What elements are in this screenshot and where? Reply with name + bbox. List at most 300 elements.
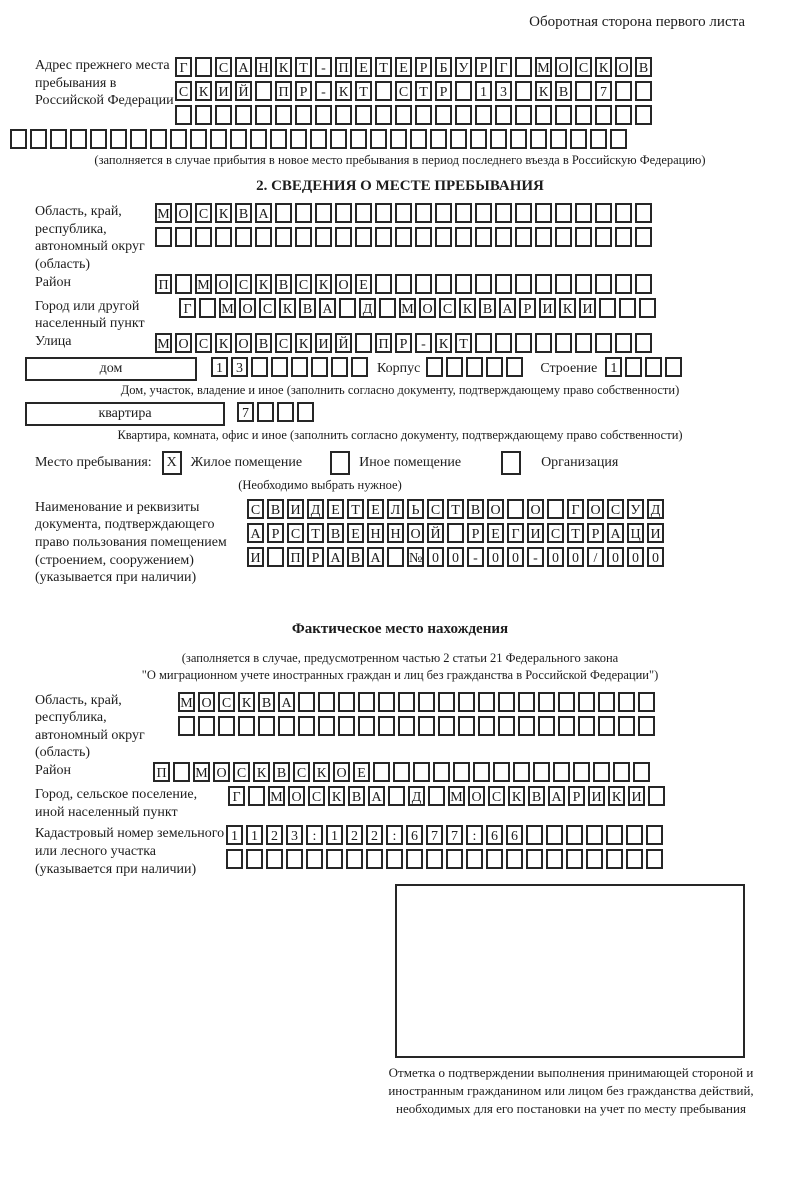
char-cell: [375, 203, 392, 223]
char-cell: [538, 716, 555, 736]
stroenie-label: Строение: [540, 360, 598, 376]
char-cell: [235, 227, 252, 247]
char-cell: [50, 129, 67, 149]
char-cell: [255, 227, 272, 247]
char-cell: [555, 227, 572, 247]
char-cell: [398, 716, 415, 736]
char-cell: [390, 129, 407, 149]
char-cell: Т: [295, 57, 312, 77]
place-type-label: Место пребывания:: [35, 454, 152, 470]
char-row-document-1: [247, 499, 667, 519]
char-cell: [507, 499, 524, 519]
char-cell: [515, 333, 532, 353]
char-cell: [475, 105, 492, 125]
char-cell: [297, 402, 314, 422]
char-cell: [495, 274, 512, 294]
char-cell: [386, 849, 403, 869]
char-cell: [358, 692, 375, 712]
char-cell: [331, 357, 348, 377]
char-cell: И: [215, 81, 232, 101]
char-cell: 0: [547, 547, 564, 567]
char-cell: Р: [267, 523, 284, 543]
char-row-fact-region-1: [178, 692, 658, 712]
char-cell: [370, 129, 387, 149]
flat-type-box: квартира: [25, 402, 225, 426]
char-cell: О: [419, 298, 436, 318]
char-cell: [555, 203, 572, 223]
char-cell: 0: [627, 547, 644, 567]
char-cell: 1: [605, 357, 622, 377]
char-cell: Т: [415, 81, 432, 101]
char-cell: [626, 825, 643, 845]
char-cell: [575, 203, 592, 223]
char-cell: П: [335, 57, 352, 77]
char-cell: 6: [506, 825, 523, 845]
prev-address-label: Адрес прежнего места пребывания в Российской Федерации: [35, 58, 174, 109]
char-cell: 0: [447, 547, 464, 567]
char-cell: [426, 357, 443, 377]
char-cell: А: [368, 786, 385, 806]
fact-district-label: Район: [35, 763, 71, 778]
char-cell: В: [267, 499, 284, 519]
char-cell: Е: [355, 57, 372, 77]
char-cell: Д: [408, 786, 425, 806]
char-cell: [535, 203, 552, 223]
char-row-prev-address-1: [175, 57, 655, 77]
char-cell: [271, 357, 288, 377]
char-cell: К: [595, 57, 612, 77]
char-cell: [515, 227, 532, 247]
korpus-label: Корпус: [377, 360, 421, 376]
char-cell: [595, 203, 612, 223]
char-row-document-2: [247, 523, 667, 543]
char-cell: [646, 825, 663, 845]
char-cell: [175, 105, 192, 125]
char-cell: Р: [519, 298, 536, 318]
char-cell: [295, 203, 312, 223]
char-cell: 6: [406, 825, 423, 845]
char-cell: К: [215, 333, 232, 353]
checkbox-residential: X: [162, 451, 182, 475]
char-cell: [598, 716, 615, 736]
char-cell: [318, 716, 335, 736]
char-cell: [515, 274, 532, 294]
char-cell: [575, 227, 592, 247]
confirmation-stamp-note: Отметка о подтверждении выполнения принимающей стороной и иностранным гражданином или лицом без гражданства действий, необходимых для его постановки на учет по месту пребывания: [388, 1065, 754, 1116]
char-cell: [606, 849, 623, 869]
stay-city-label: Город или другой населенный пункт: [35, 298, 145, 332]
char-cell: [495, 203, 512, 223]
char-cell: [575, 333, 592, 353]
char-cell: :: [466, 825, 483, 845]
char-cell: [515, 203, 532, 223]
char-cell: 7: [446, 825, 463, 845]
char-cell: [311, 357, 328, 377]
char-cell: [410, 129, 427, 149]
char-cell: М: [195, 274, 212, 294]
char-cell: Й: [427, 523, 444, 543]
char-cell: [395, 203, 412, 223]
confirmation-stamp-box: [395, 884, 745, 1058]
char-cell: [639, 298, 656, 318]
char-cell: [418, 716, 435, 736]
char-cell: Р: [415, 57, 432, 77]
char-cell: [373, 762, 390, 782]
char-cell: [455, 203, 472, 223]
char-cell: [506, 357, 523, 377]
char-cell: В: [479, 298, 496, 318]
char-cell: [555, 105, 572, 125]
page-side-note: Оборотная сторона первого листа: [529, 14, 745, 30]
option-other-premises-label: Иное помещение: [359, 454, 462, 470]
char-cell: [566, 825, 583, 845]
char-cell: О: [213, 762, 230, 782]
char-cell: С: [547, 523, 564, 543]
char-row-cadastre-1: [226, 825, 666, 845]
char-cell: Н: [255, 57, 272, 77]
char-cell: Е: [487, 523, 504, 543]
place-type-caption: (Необходимо выбрать нужное): [238, 477, 402, 492]
char-cell: 1: [226, 825, 243, 845]
char-cell: С: [439, 298, 456, 318]
char-cell: [575, 274, 592, 294]
char-cell: В: [258, 692, 275, 712]
char-cell: С: [195, 333, 212, 353]
char-cell: [458, 692, 475, 712]
char-cell: В: [255, 333, 272, 353]
char-cell: К: [315, 274, 332, 294]
char-cell: [455, 105, 472, 125]
char-cell: [275, 227, 292, 247]
char-row-prev-address-3: [175, 105, 655, 125]
char-cell: А: [499, 298, 516, 318]
char-cell: -: [527, 547, 544, 567]
char-cell: Т: [455, 333, 472, 353]
char-cell: [426, 849, 443, 869]
char-row-flat: [237, 402, 317, 422]
char-cell: [415, 203, 432, 223]
char-cell: [615, 81, 632, 101]
stay-region-label: Область, край, республика, автономный округ (область): [35, 204, 145, 272]
char-cell: О: [615, 57, 632, 77]
char-cell: К: [335, 81, 352, 101]
char-cell: У: [627, 499, 644, 519]
char-cell: [388, 786, 405, 806]
char-cell: М: [399, 298, 416, 318]
char-cell: Т: [307, 523, 324, 543]
char-cell: [550, 129, 567, 149]
char-cell: Б: [435, 57, 452, 77]
char-cell: [275, 203, 292, 223]
char-cell: [395, 227, 412, 247]
char-cell: М: [448, 786, 465, 806]
char-cell: [446, 849, 463, 869]
char-cell: [250, 129, 267, 149]
char-cell: 0: [427, 547, 444, 567]
char-cell: О: [215, 274, 232, 294]
char-cell: [455, 227, 472, 247]
document-section: [10, 499, 800, 587]
char-cell: [435, 227, 452, 247]
char-cell: [495, 333, 512, 353]
char-cell: Г: [495, 57, 512, 77]
char-cell: [375, 105, 392, 125]
char-cell: [470, 129, 487, 149]
char-cell: М: [219, 298, 236, 318]
char-cell: 6: [486, 825, 503, 845]
char-cell: [575, 81, 592, 101]
char-cell: Р: [467, 523, 484, 543]
char-cell: С: [295, 274, 312, 294]
char-cell: [430, 129, 447, 149]
char-cell: У: [455, 57, 472, 77]
char-cell: [438, 716, 455, 736]
char-cell: [530, 129, 547, 149]
char-cell: А: [319, 298, 336, 318]
char-cell: [575, 105, 592, 125]
char-cell: [595, 105, 612, 125]
char-cell: [535, 227, 552, 247]
char-cell: И: [287, 499, 304, 519]
char-cell: [375, 227, 392, 247]
char-cell: [290, 129, 307, 149]
char-cell: -: [315, 81, 332, 101]
char-cell: С: [215, 57, 232, 77]
char-cell: [350, 129, 367, 149]
char-cell: [175, 227, 192, 247]
char-cell: С: [607, 499, 624, 519]
char-cell: [298, 692, 315, 712]
char-cell: [315, 227, 332, 247]
char-cell: [258, 716, 275, 736]
char-cell: :: [306, 825, 323, 845]
char-cell: [298, 716, 315, 736]
char-cell: [455, 81, 472, 101]
char-cell: О: [175, 203, 192, 223]
char-cell: И: [579, 298, 596, 318]
char-cell: [355, 333, 372, 353]
char-cell: [291, 357, 308, 377]
char-cell: [295, 105, 312, 125]
char-cell: [150, 129, 167, 149]
char-cell: [458, 716, 475, 736]
char-cell: [453, 762, 470, 782]
char-cell: [286, 849, 303, 869]
char-cell: [475, 274, 492, 294]
char-cell: [358, 716, 375, 736]
char-cell: [555, 333, 572, 353]
char-cell: С: [575, 57, 592, 77]
char-cell: [226, 849, 243, 869]
char-cell: [378, 692, 395, 712]
char-cell: К: [253, 762, 270, 782]
char-cell: 0: [507, 547, 524, 567]
char-row-korpus: [426, 357, 526, 377]
char-cell: [10, 129, 27, 149]
char-cell: Н: [367, 523, 384, 543]
char-cell: [238, 716, 255, 736]
char-cell: В: [467, 499, 484, 519]
char-cell: 0: [647, 547, 664, 567]
char-cell: П: [155, 274, 172, 294]
fact-district-row: [10, 762, 800, 786]
char-cell: 3: [231, 357, 248, 377]
char-cell: [366, 849, 383, 869]
char-cell: О: [587, 499, 604, 519]
char-cell: [398, 692, 415, 712]
char-cell: П: [375, 333, 392, 353]
char-cell: С: [275, 333, 292, 353]
char-cell: [338, 692, 355, 712]
char-cell: [215, 227, 232, 247]
fact-region-row: [10, 692, 800, 763]
char-cell: [346, 849, 363, 869]
char-cell: [378, 716, 395, 736]
char-cell: [510, 129, 527, 149]
char-cell: [395, 274, 412, 294]
char-cell: К: [215, 203, 232, 223]
char-cell: О: [407, 523, 424, 543]
char-cell: [318, 692, 335, 712]
char-cell: Ц: [627, 523, 644, 543]
char-cell: Р: [295, 81, 312, 101]
char-cell: Е: [347, 523, 364, 543]
char-cell: [418, 692, 435, 712]
char-cell: [638, 716, 655, 736]
char-cell: [515, 81, 532, 101]
char-cell: [198, 716, 215, 736]
char-cell: [486, 849, 503, 869]
char-row-stay-district: [155, 274, 655, 294]
char-cell: [306, 849, 323, 869]
section2-title: 2. СВЕДЕНИЯ О МЕСТЕ ПРЕБЫВАНИЯ: [256, 178, 544, 194]
char-cell: М: [178, 692, 195, 712]
char-row-document-3: [247, 547, 667, 567]
house-caption: Дом, участок, владение и иное (заполнить согласно документу, подтверждающему право собственности): [120, 382, 680, 397]
char-cell: [558, 692, 575, 712]
char-cell: М: [155, 203, 172, 223]
char-cell: [267, 547, 284, 567]
char-cell: [195, 105, 212, 125]
char-cell: О: [487, 499, 504, 519]
char-cell: С: [488, 786, 505, 806]
char-cell: К: [279, 298, 296, 318]
char-cell: [495, 227, 512, 247]
char-cell: 1: [211, 357, 228, 377]
char-cell: Т: [355, 81, 372, 101]
char-cell: [295, 227, 312, 247]
char-cell: [615, 105, 632, 125]
fact-region-grid: [178, 692, 658, 740]
stay-region-grid: [155, 203, 655, 251]
char-row-stay-region-2: [155, 227, 655, 247]
char-cell: В: [528, 786, 545, 806]
char-cell: В: [348, 786, 365, 806]
char-cell: №: [407, 547, 424, 567]
char-cell: [173, 762, 190, 782]
fact-caption-line1: (заполняется в случае, предусмотренном частью 2 статьи 21 Федерального закона: [181, 650, 619, 665]
char-cell: С: [395, 81, 412, 101]
char-cell: Е: [355, 274, 372, 294]
char-cell: К: [535, 81, 552, 101]
char-cell: [547, 499, 564, 519]
char-cell: -: [315, 57, 332, 77]
char-cell: Г: [179, 298, 196, 318]
char-cell: [266, 849, 283, 869]
char-cell: 2: [346, 825, 363, 845]
char-cell: [435, 203, 452, 223]
char-cell: Е: [327, 499, 344, 519]
char-cell: Р: [587, 523, 604, 543]
option-residential-label: Жилое помещение: [190, 454, 303, 470]
char-cell: [450, 129, 467, 149]
char-cell: [595, 227, 612, 247]
char-row-fact-city: [228, 786, 668, 806]
char-cell: [326, 849, 343, 869]
char-cell: [610, 129, 627, 149]
char-cell: 7: [595, 81, 612, 101]
house-type-box: дом: [25, 357, 197, 381]
char-cell: [546, 849, 563, 869]
char-cell: [615, 203, 632, 223]
char-cell: [199, 298, 216, 318]
char-cell: 1: [246, 825, 263, 845]
char-cell: [526, 849, 543, 869]
char-cell: [435, 105, 452, 125]
char-cell: О: [335, 274, 352, 294]
house-row: [10, 357, 800, 381]
char-cell: [638, 692, 655, 712]
char-cell: Й: [335, 333, 352, 353]
char-cell: И: [315, 333, 332, 353]
char-cell: И: [539, 298, 556, 318]
char-cell: [613, 762, 630, 782]
char-cell: [625, 357, 642, 377]
char-cell: Г: [567, 499, 584, 519]
char-cell: [615, 333, 632, 353]
char-cell: [375, 274, 392, 294]
char-cell: С: [247, 499, 264, 519]
char-cell: [595, 333, 612, 353]
char-cell: [413, 762, 430, 782]
char-row-fact-region-2: [178, 716, 658, 736]
char-cell: [615, 227, 632, 247]
document-label: Наименование и реквизиты документа, подтверждающего право пользования помещением (строением, сооружением) (указывается при наличии): [35, 499, 227, 586]
char-cell: [130, 129, 147, 149]
char-cell: И: [628, 786, 645, 806]
char-row-stay-city: [179, 298, 659, 318]
char-cell: [590, 129, 607, 149]
option-organization-label: Организация: [541, 454, 619, 470]
flat-row: [10, 402, 800, 426]
char-cell: :: [386, 825, 403, 845]
char-cell: 0: [567, 547, 584, 567]
char-cell: [593, 762, 610, 782]
char-cell: [506, 849, 523, 869]
char-cell: [515, 105, 532, 125]
char-cell: К: [238, 692, 255, 712]
char-row-fact-district: [153, 762, 653, 782]
char-cell: [251, 357, 268, 377]
stay-region-row: [10, 203, 800, 274]
cadastre-label: Кадастровый номер земельного или лесного участка (указывается при наличии): [35, 826, 225, 877]
char-cell: /: [587, 547, 604, 567]
char-cell: [486, 357, 503, 377]
char-cell: [218, 716, 235, 736]
char-cell: А: [255, 203, 272, 223]
char-cell: К: [295, 333, 312, 353]
char-cell: [466, 849, 483, 869]
